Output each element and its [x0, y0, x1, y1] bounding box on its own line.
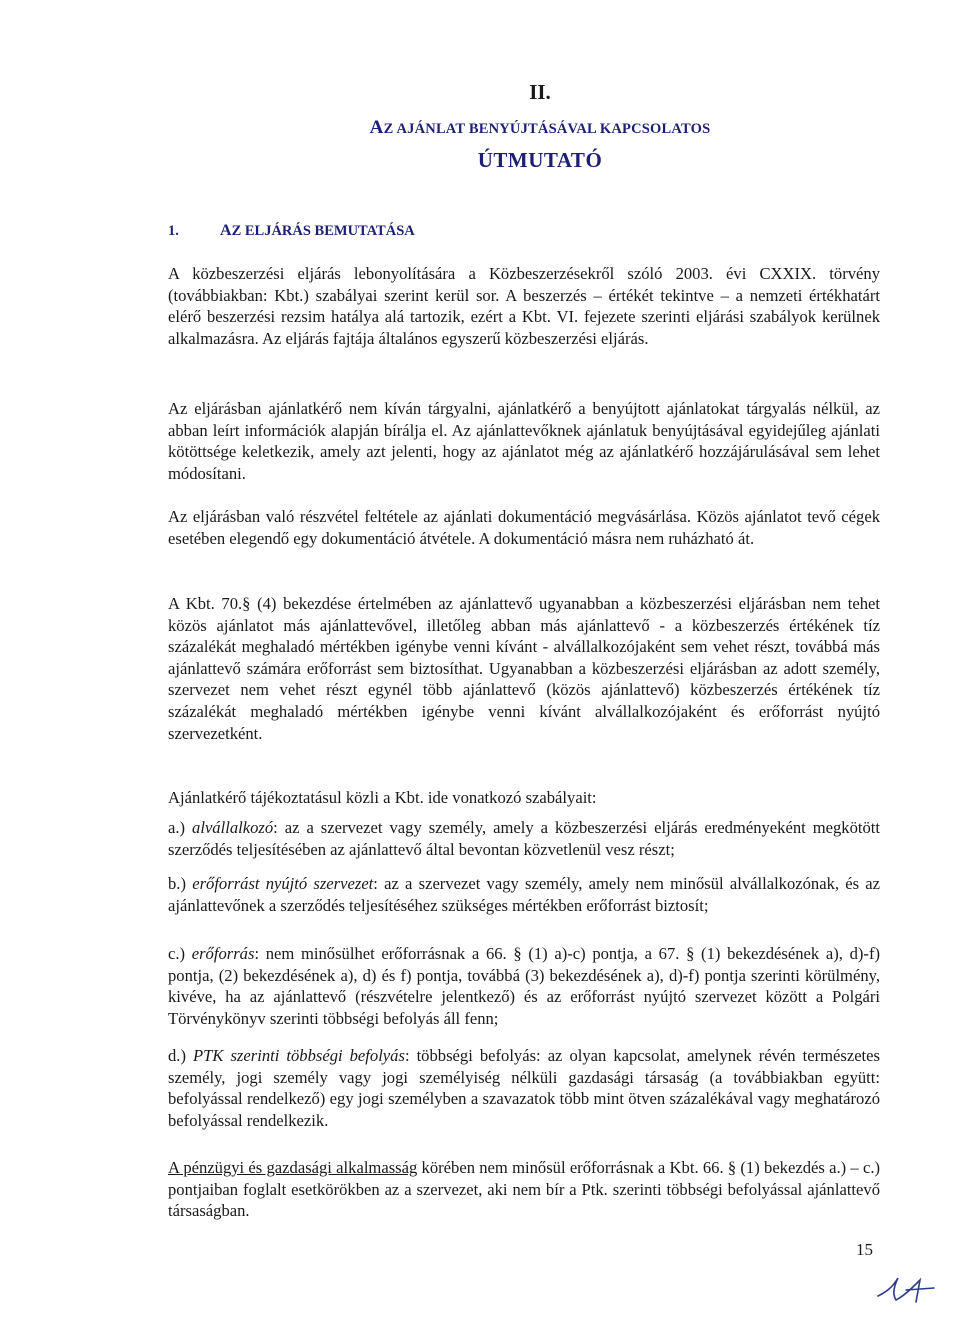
- paragraph-procedure: [168, 263, 880, 349]
- paragraph-financial-capacity: [168, 1157, 880, 1222]
- paragraph-documentation: [168, 506, 880, 549]
- chapter-number: II.: [529, 80, 551, 104]
- definition-a: [168, 817, 880, 860]
- paragraph-text: Az eljárásban való részvétel feltétele az ajánlati dokumentáció megvásárlása. Közös ajánlatot tevő cégek esetében elegendő egy dokumentáció átvétele. A dokumentáció másra nem ruházható át.: [168, 507, 880, 548]
- definition-d: [168, 1045, 880, 1131]
- document-title-line2: ÚTMUTATÓ: [477, 148, 603, 172]
- paragraph-kbt-70: [168, 593, 880, 744]
- paragraph-text: Az eljárásban ajánlatkérő nem kíván tárgyalni, ajánlatkérő a benyújtott ajánlatokat tárgyalás nélkül, az abban leírt információk alapján bírálja el. Az ajánlattevőknek ajánlatuk benyújtásával egyidejűleg ajánlati kötöttsége keletkezik, amely azt jelenti, hogy az ajánlatot még az ajánlatkérő hozzájárulásával sem lehet módosítani.: [168, 399, 880, 483]
- paragraph-text: [168, 1157, 880, 1222]
- definition-term: alvállalkozó: [192, 818, 274, 837]
- definition-body: : nem minősülhet erőforrásnak a 66. § (1) a)-c) pontja, a 67. § (1) bekezdésének a), d)-f) pontja, (2) bekezdésének a), d) és f) pontja, továbbá (3) bekezdésének a), d)-f) pontja szerinti körülmény, kivéve, ha az ajánlattevő (részvételre jelentkező) és az erőforrást nyújtó szervezet között a Polgári Törvénykönyv szerinti többségi befolyás áll fenn;: [168, 944, 880, 1028]
- paragraph-text: Ajánlatkérő tájékoztatásul közli a Kbt. ide vonatkozó szabályait:: [168, 788, 597, 807]
- document-title-line1: [0, 117, 960, 139]
- definition-body: : az a szervezet vagy személy, amely a közbeszerzési eljárás eredményeként megkötött szerződés teljesítésében az ajánlattevő által bevontan közvetlenül vesz részt;: [168, 818, 880, 859]
- definition-term: erőforrást nyújtó szervezet: [192, 874, 374, 893]
- definition-b: [168, 873, 880, 916]
- definition-label: d.): [168, 1046, 186, 1065]
- definition-c: [168, 943, 880, 1029]
- title-rest: Z AJÁNLAT BENYÚJTÁSÁVAL KAPCSOLATOS: [383, 121, 711, 137]
- section-title-rest: Z ELJÁRÁS BEMUTATÁSA: [231, 223, 415, 239]
- definition-label: a.): [168, 818, 186, 837]
- definition-label: b.): [168, 874, 186, 893]
- title-first-letter: A: [369, 117, 384, 138]
- definition-label: c.): [168, 944, 186, 963]
- definition-term: erőforrás: [191, 944, 255, 963]
- section-title-first-letter: A: [220, 222, 232, 239]
- paragraph-text: A közbeszerzési eljárás lebonyolítására a Közbeszerzésekről szóló 2003. évi CXXIX. törvény (továbbiakban: Kbt.) szabályai szerint kerül sor. A beszerzés – értékét tekintve – a nemzeti értékhatárt elérő beszerzési rezsim hatálya alá tartozik, ezért a Kbt. VI. fejezete szerinti eljárási szabályok kerülnek alkalmazásra. Az eljárás fajtája általános egyszerű közbeszerzési eljárás.: [168, 264, 880, 348]
- definition-text: [168, 817, 880, 860]
- definition-text: [168, 873, 880, 916]
- paragraph-body: körében nem minősül erőforrásnak a Kbt. 66. § (1) bekezdés a.) – c.) pontjaiban foglalt esetkörökben az a szervezet, aki nem bír a Ptk. szerinti többségi befolyással ajánlattevő társaságban.: [168, 1158, 880, 1221]
- page-number: 15: [856, 1240, 873, 1259]
- definition-text: [168, 943, 880, 1029]
- handwritten-initials: [872, 1266, 942, 1306]
- definition-term: PTK szerinti többségi befolyás: [193, 1046, 405, 1065]
- section-heading: [168, 222, 415, 240]
- paragraph-no-negotiation: [168, 398, 880, 484]
- underlined-phrase: A pénzügyi és gazdasági alkalmasság: [168, 1158, 418, 1177]
- paragraph-text: A Kbt. 70.§ (4) bekezdése értelmében az ajánlattevő ugyanabban a közbeszerzési eljárásban nem tehet közös ajánlatot más ajánlattevővel, illetőleg abban más ajánlattevő - a közbeszerzés értékének tíz százalékát meghaladó mértékben igénybe venni kívánt - alvállalkozójaként sem vehet részt, továbbá más ajánlattevő számára erőforrást sem biztosíthat. Ugyanabban a közbeszerzési eljárásban az adott személy, szervezet nem vehet részt egynél több ajánlattevő (közös ajánlattevő) közbeszerzés értékének tíz százalékát meghaladó mértékben igénybe venni kívánt alvállalkozójaként és erőforrást nyújtó szervezetként.: [168, 594, 880, 743]
- section-number: 1.: [168, 223, 179, 239]
- definition-text: [168, 1045, 880, 1131]
- paragraph-rules-intro: [168, 787, 880, 809]
- definition-body: : az a szervezet vagy személy, amely nem minősül alvállalkozónak, és az ajánlattevőnek a szerződés teljesítéséhez szükséges mértékben erőforrást biztosít;: [168, 874, 880, 915]
- definition-body: : többségi befolyás: az olyan kapcsolat, amelynek révén természetes személy, jogi személy vagy jogi személyiség nélküli gazdasági társaság (a továbbiakban együtt: befolyással rendelkező) egy jogi személyben a szavazatok több mint ötven százalékával vagy meghatározó befolyással rendelkezik.: [168, 1046, 880, 1130]
